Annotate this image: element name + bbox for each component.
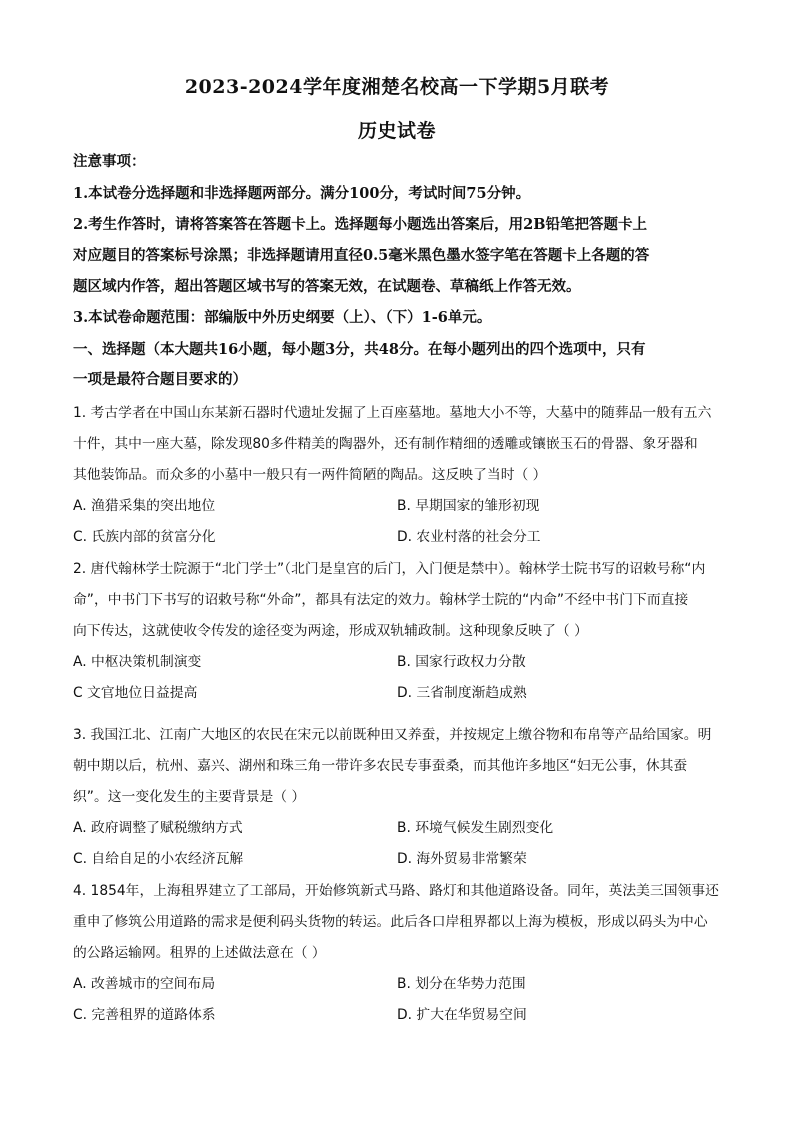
notes-line: 对应题目的答案标号涂黑；非选择题请用直径0.5毫米黑色墨水签字笔在答题卡上各题的答: [73, 247, 650, 264]
question-1-option-c: C. 氏族内部的贫富分化: [73, 529, 216, 545]
question-4-text: 的公路运输网。租界的上述做法意在（ ）: [73, 945, 326, 961]
exam-subtitle: 历史试卷: [357, 120, 436, 142]
question-4-option-a: A. 改善城市的空间布局: [73, 976, 216, 992]
question-2-text: 命”，中书门下书写的诏敕号称“外命”，都具有法定的效力。翰林学士院的“内命”不经中书门下而直接: [73, 592, 689, 608]
notes-heading: 注意事项：: [73, 153, 146, 170]
question-3-option-d: D. 海外贸易非常繁荣: [397, 851, 527, 867]
question-4-option-d: D. 扩大在华贸易空间: [397, 1007, 527, 1023]
notes-line: 2.考生作答时，请将答案答在答题卡上。选择题每小题选出答案后，用2B铅笔把答题卡上: [73, 216, 647, 233]
question-3-text: 织”。这一变化发生的主要背景是（ ）: [73, 789, 306, 805]
question-4-option-b: B. 划分在华势力范围: [397, 976, 526, 992]
notes-line: 3.本试卷命题范围：部编版中外历史纲要（上）、（下）1-6单元。: [73, 309, 492, 326]
question-4-option-c: C. 完善租界的道路体系: [73, 1007, 216, 1023]
question-1-option-b: B. 早期国家的雏形初现: [397, 498, 540, 514]
question-2-option-d: D. 三省制度渐趋成熟: [397, 685, 527, 701]
notes-line: 题区域内作答，超出答题区域书写的答案无效，在试题卷、草稿纸上作答无效。: [73, 278, 581, 295]
question-1-text: 十件，其中一座大墓，除发现80多件精美的陶器外，还有制作精细的透雕或镶嵌玉石的骨器、象牙器和: [73, 436, 698, 452]
question-3-text: 朝中期以后，杭州、嘉兴、湖州和珠三角一带许多农民专事蚕桑，而其他许多地区“妇无公事，休其蚕: [73, 758, 688, 774]
question-3-option-c: C. 自给自足的小农经济瓦解: [73, 851, 244, 867]
question-1-option-d: D. 农业村落的社会分工: [397, 529, 541, 545]
question-3-text: 3. 我国江北、江南广大地区的农民在宋元以前既种田又养蚕，并按规定上缴谷物和布帛等产品给国家。明: [73, 727, 712, 743]
question-2-option-a: A. 中枢决策机制演变: [73, 654, 202, 670]
question-1-option-a: A. 渔猎采集的突出地位: [73, 498, 216, 514]
question-2-text: 向下传达，这就使收令传发的途径变为两途，形成双轨辅政制。这种现象反映了（ ）: [73, 623, 588, 639]
question-2-option-c: C 文官地位日益提高: [73, 685, 198, 701]
question-2-text: 2. 唐代翰林学士院源于“北门学士”（北门是皇宫的后门，入门便是禁中）。翰林学士院书写的诏敕号称“内: [73, 561, 706, 577]
section-heading: 一、选择题（本大题共16小题，每小题3分，共48分。在每小题列出的四个选项中，只有: [73, 341, 646, 358]
section-heading: 一项是最符合题目要求的）: [73, 371, 247, 388]
notes-line: 1.本试卷分选择题和非选择题两部分。满分100分，考试时间75分钟。: [73, 185, 531, 202]
question-3-option-a: A. 政府调整了赋税缴纳方式: [73, 820, 243, 836]
exam-title: 2023-2024学年度湘楚名校高一下学期5月联考: [184, 76, 610, 98]
question-4-text: 4. 1854年，上海租界建立了工部局，开始修筑新式马路、路灯和其他道路设备。同年，英法美三国领事还: [73, 883, 719, 899]
question-3-option-b: B. 环境气候发生剧烈变化: [397, 820, 554, 836]
question-4-text: 重申了修筑公用道路的需求是便利码头货物的转运。此后各口岸租界都以上海为模板，形成以码头为中心: [73, 914, 708, 930]
question-1-text: 1. 考古学者在中国山东某新石器时代遗址发掘了上百座墓地。墓地大小不等，大墓中的随葬品一般有五六: [73, 405, 712, 421]
question-1-text: 其他装饰品。而众多的小墓中一般只有一两件简陋的陶品。这反映了当时（ ）: [73, 467, 547, 483]
question-2-option-b: B. 国家行政权力分散: [397, 654, 526, 670]
